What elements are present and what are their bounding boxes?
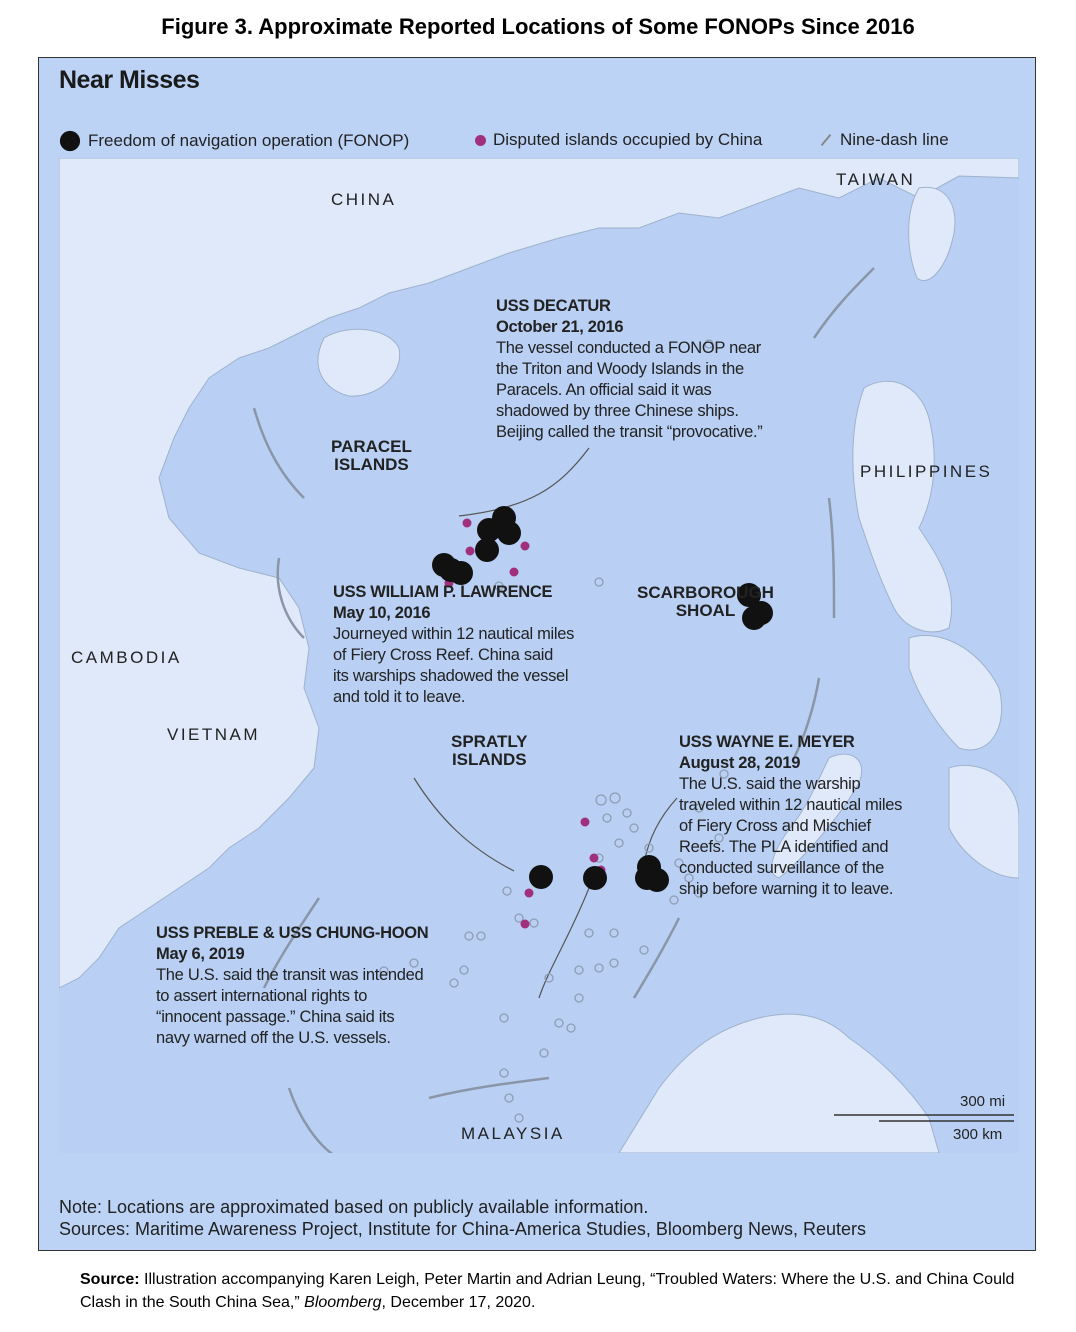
callout-date: May 6, 2019 — [156, 945, 245, 963]
callout-desc: The U.S. said the warship traveled within 12 nautical miles of Fiery Cross and Mischief Reefs. The PLA identified and conducted surveillance of the ship before warning it to leave. — [679, 775, 903, 898]
callout-ship: USS PREBLE & USS CHUNG-HOON — [156, 924, 429, 942]
source-publication: Bloomberg — [304, 1294, 382, 1311]
map-frame — [38, 57, 1036, 1251]
legend-ninedash-label: Nine-dash line — [840, 130, 949, 149]
spratly-line-2: ISLANDS — [451, 750, 527, 769]
callout-desc: Journeyed within 12 nautical miles of Fiery Cross Reef. China said its warships shadowed the vessel and told it to leave. — [333, 625, 575, 706]
callout-ship: USS WAYNE E. MEYER — [679, 733, 855, 751]
scarborough-line-2: SHOAL — [675, 601, 736, 620]
source-text: Illustration accompanying Karen Leigh, Peter Martin and Adrian Leung, “Troubled Waters: Where the U.S. and China Could Clash in the South China Sea,” — [80, 1271, 1015, 1311]
label-malaysia: MALAYSIA — [461, 1124, 565, 1143]
paracel-line-2: ISLANDS — [334, 455, 409, 474]
label-spratly-islands — [451, 733, 528, 769]
callout-date: May 10, 2016 — [333, 604, 431, 622]
callout-desc: The vessel conducted a FONOP near the Triton and Woody Islands in the Paracels. An official said it was shadowed by three Chinese ships. Beijing called the transit “provocative.” — [496, 339, 763, 441]
label-china: CHINA — [331, 190, 397, 209]
source-date: , December 17, 2020. — [381, 1294, 536, 1311]
callout-desc: The U.S. said the transit was intended to assert international rights to “innocent passage.” China said its navy warned off the U.S. vessels. — [156, 966, 424, 1047]
label-cambodia: CAMBODIA — [71, 648, 182, 667]
label-scarborough-shoal — [637, 584, 774, 620]
legend-ninedash — [819, 130, 949, 150]
paracel-line-1: PARACEL — [331, 437, 412, 456]
callout-ship: USS WILLIAM P. LAWRENCE — [333, 583, 553, 601]
spratly-line-1: SPRATLY — [451, 732, 528, 751]
callout-date: October 21, 2016 — [496, 318, 624, 336]
callout-uss-meyer — [679, 732, 902, 900]
scale-km: 300 km — [953, 1126, 1003, 1143]
legend-islands-label: Disputed islands occupied by China — [493, 130, 763, 149]
source-label: Source: — [80, 1271, 140, 1288]
callout-uss-decatur — [496, 296, 763, 443]
callout-ship: USS DECATUR — [496, 297, 611, 315]
callout-uss-lawrence — [333, 582, 574, 708]
callout-uss-preble — [156, 923, 428, 1049]
label-paracel-islands — [331, 438, 412, 474]
scarborough-line-1: SCARBOROUGH — [637, 583, 774, 602]
map-sources: Sources: Maritime Awareness Project, Institute for China-America Studies, Bloomberg News, Reuters — [59, 1219, 866, 1239]
legend-fonop — [59, 130, 409, 152]
legend-fonop-label: Freedom of navigation operation (FONOP) — [88, 131, 410, 150]
ninedash-icon — [821, 134, 832, 146]
map-note: Note: Locations are approximated based on publicly available information. — [59, 1197, 649, 1217]
map-notes — [59, 1196, 866, 1240]
island-dot-icon — [475, 135, 486, 146]
label-vietnam: VIETNAM — [167, 725, 261, 744]
fonop-icon — [59, 130, 81, 152]
legend-islands — [475, 130, 762, 150]
callout-date: August 28, 2019 — [679, 754, 801, 772]
scale-miles: 300 mi — [960, 1093, 1006, 1110]
source-citation — [80, 1268, 1020, 1314]
map-heading: Near Misses — [59, 66, 200, 94]
figure-title: Figure 3. Approximate Reported Locations of Some FONOPs Since 2016 — [161, 14, 915, 39]
label-philippines: PHILIPPINES — [860, 462, 993, 481]
label-taiwan: TAIWAN — [836, 170, 916, 189]
